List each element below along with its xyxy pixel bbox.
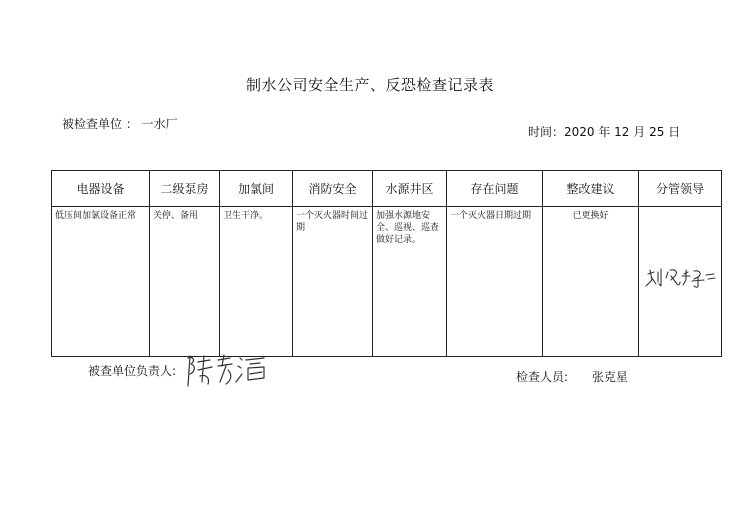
inspection-record-table — [51, 170, 722, 357]
inspected-unit — [62, 115, 178, 132]
inspector-name: 张克星 — [591, 370, 628, 384]
header-water-source-well: 水源井区 — [373, 171, 447, 207]
leader-handwritten-signature — [642, 266, 718, 290]
inspected-unit-value: 一水厂 — [141, 117, 178, 131]
table-header-row — [52, 171, 722, 207]
responsible-label: 被查单位负责人: — [88, 364, 177, 378]
cell-existing-problems: 一个灭火器日期过期 — [447, 207, 543, 357]
cell-fire-safety: 一个灭火器时间过期 — [293, 207, 373, 357]
cell-chlorination-room: 卫生干净。 — [220, 207, 293, 357]
responsible-person — [88, 362, 176, 379]
responsible-handwritten-signature — [184, 352, 276, 396]
header-electrical-equipment: 电器设备 — [52, 171, 150, 207]
cell-rectification-suggestions: 已更换好 — [543, 207, 639, 357]
inspection-date: 时间：2020 年 12 月 25 日 — [528, 125, 681, 139]
header-secondary-pump-room: 二级泵房 — [150, 171, 220, 207]
cell-secondary-pump-room: 关停、备用 — [150, 207, 220, 357]
cell-electrical-equipment: 低压间加氯设备正常 — [52, 207, 150, 357]
cell-water-source-well: 加强水源地安全、巡视、巡查做好记录。 — [373, 207, 447, 357]
header-fire-safety: 消防安全 — [293, 171, 373, 207]
document-title: 制水公司安全生产、反恐检查记录表 — [245, 76, 494, 94]
table-row — [52, 207, 722, 357]
header-rectification-suggestions: 整改建议 — [543, 171, 639, 207]
header-responsible-leader: 分管领导 — [639, 171, 722, 207]
header-chlorination-room: 加氯间 — [220, 171, 293, 207]
header-existing-problems: 存在问题 — [447, 171, 543, 207]
cell-responsible-leader — [639, 207, 722, 357]
inspected-unit-label: 被检查单位 ： — [62, 117, 138, 131]
inspector — [516, 368, 628, 385]
inspector-label: 检查人员: — [516, 370, 569, 384]
